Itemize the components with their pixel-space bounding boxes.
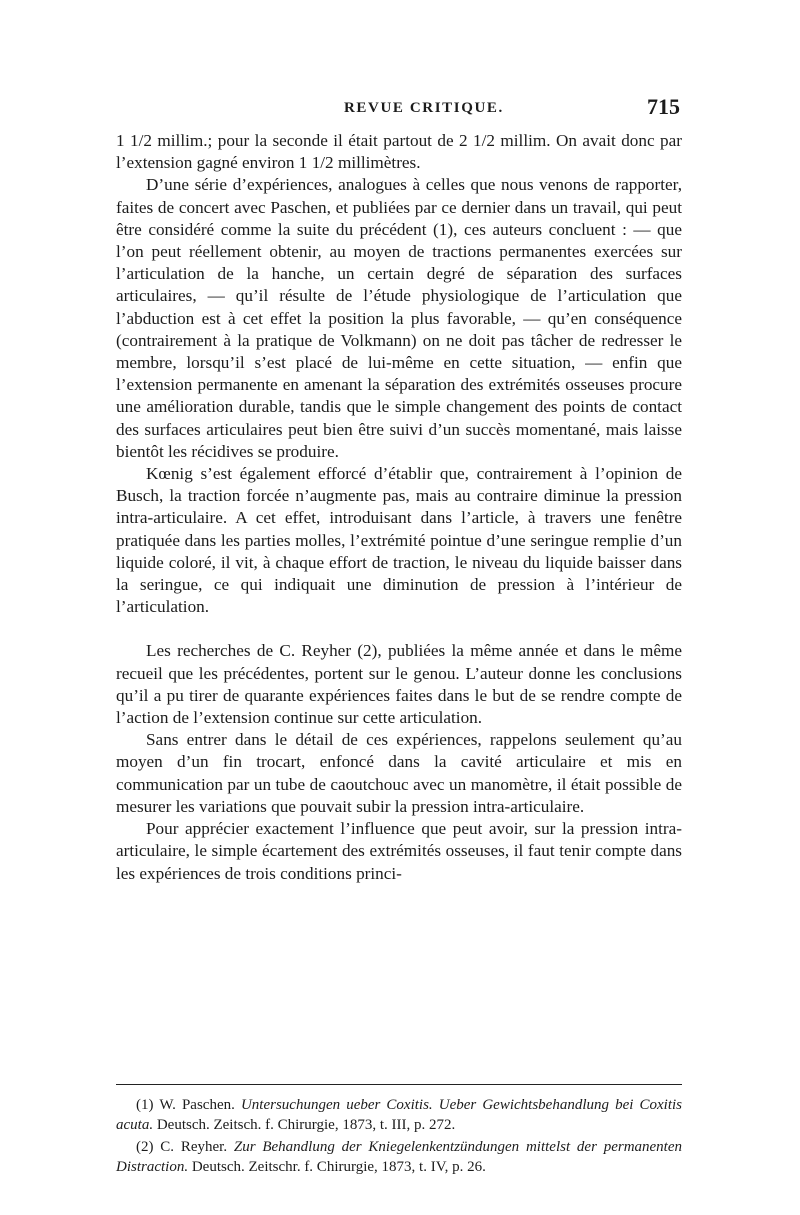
running-head: REVUE CRITIQUE. [344, 100, 504, 116]
footnote-divider [116, 1084, 682, 1085]
paragraph-reyher: Les recherches de C. Reyher (2), publiées la même année et dans le même recueil que les précédentes, portent sur le genou. L’auteur donne les conclusions qu’il a pu tirer de quarante expériences faites dans le but de se rendre compte de l’action de l’extension continue sur cette articulation. [116, 641, 682, 728]
footnote-source: Deutsch. Zeitsch. f. Chirurgie, 1873, t. III, p. 272. [156, 1117, 456, 1133]
footnote-marker: (1) [136, 1097, 154, 1113]
page-header [116, 96, 682, 130]
footnote-title: Untersuchungen ueber Coxitis. Ueber Gewichtsbehandlung bei Coxitis acuta. [116, 1097, 683, 1133]
body-text [116, 130, 682, 885]
book-page [116, 94, 683, 1175]
page-number: 715 [647, 94, 680, 119]
footnotes [116, 1084, 682, 1179]
paragraph-trocart: Sans entrer dans le détail de ces expériences, rappelons seulement qu’au moyen d’un fin trocart, enfoncé dans la cavité articulaire et mis en communication par un tube de caoutchouc avec un manomètre, il était possible de mesurer les variations que pouvait subir la pression intra-articulaire. [116, 730, 682, 816]
footnote-title: Zur Behandlung der Kniegelenkentzündungen mittelst der permanenten Distraction. [116, 1139, 683, 1175]
footnote-author: W. Paschen. [159, 1097, 235, 1113]
footnote-marker: (2) [136, 1139, 154, 1155]
paragraph-pression: Pour apprécier exactement l’influence que peut avoir, sur la pression intra-articulaire, le simple écartement des extrémités osseuses, il faut tenir compte dans les expériences de trois conditions princi- [116, 819, 682, 883]
paragraph-koenig: Kœnig s’est également efforcé d’établir que, contrairement à l’opinion de Busch, la traction forcée n’augmente pas, mais au contraire diminue la pression intra-articulaire. A cet effet, introduisant dans l’article, à travers une fenêtre pratiquée dans les parties molles, l’extrémité pointue d’une seringue remplie d’un liquide coloré, il vit, à chaque effort de traction, le niveau du liquide baisser dans la seringue, ce qui indiquait une diminution de pression à l’intérieur de l’articulation. [116, 464, 682, 617]
paragraph-paschen-conclusions: D’une série d’expériences, analogues à celles que nous venons de rapporter, faites de concert avec Paschen, et publiées par ce dernier dans un travail, qui peut être considéré comme la suite du précédent (1), ces auteurs concluent : — que l’on peut réellement obtenir, au moyen de tractions permanentes exercées sur l’articulation de la hanche, un certain degré de séparation des surfaces articulaires, — qu’il résulte de l’étude physiologique de l’articulation que l’abduction est à cet effet la position la plus favorable, — qu’en conséquence (contrairement à la pratique de Volkmann) on ne doit pas tâcher de redresser le membre, lorsqu’il s’est placé de lui-même en cette situation, — enfin que l’extension permanente en amenant la séparation des extrémités osseuses procure une amélioration durable, tandis que le simple changement des points de contact des surfaces articulaires peut bien être suivi d’un succès momentané, mais laisse bientôt les récidives se produire. [116, 175, 682, 461]
footnote-1 [116, 1095, 682, 1135]
footnote-2 [116, 1137, 682, 1177]
footnote-author: C. Reyher. [160, 1139, 228, 1155]
footnote-source: Deutsch. Zeitschr. f. Chirurgie, 1873, t. IV, p. 26. [191, 1159, 486, 1175]
paragraph-continuation: 1 1/2 millim.; pour la seconde il était partout de 2 1/2 millim. On avait donc par l’extension gagné environ 1 1/2 millimètres. [116, 131, 682, 173]
